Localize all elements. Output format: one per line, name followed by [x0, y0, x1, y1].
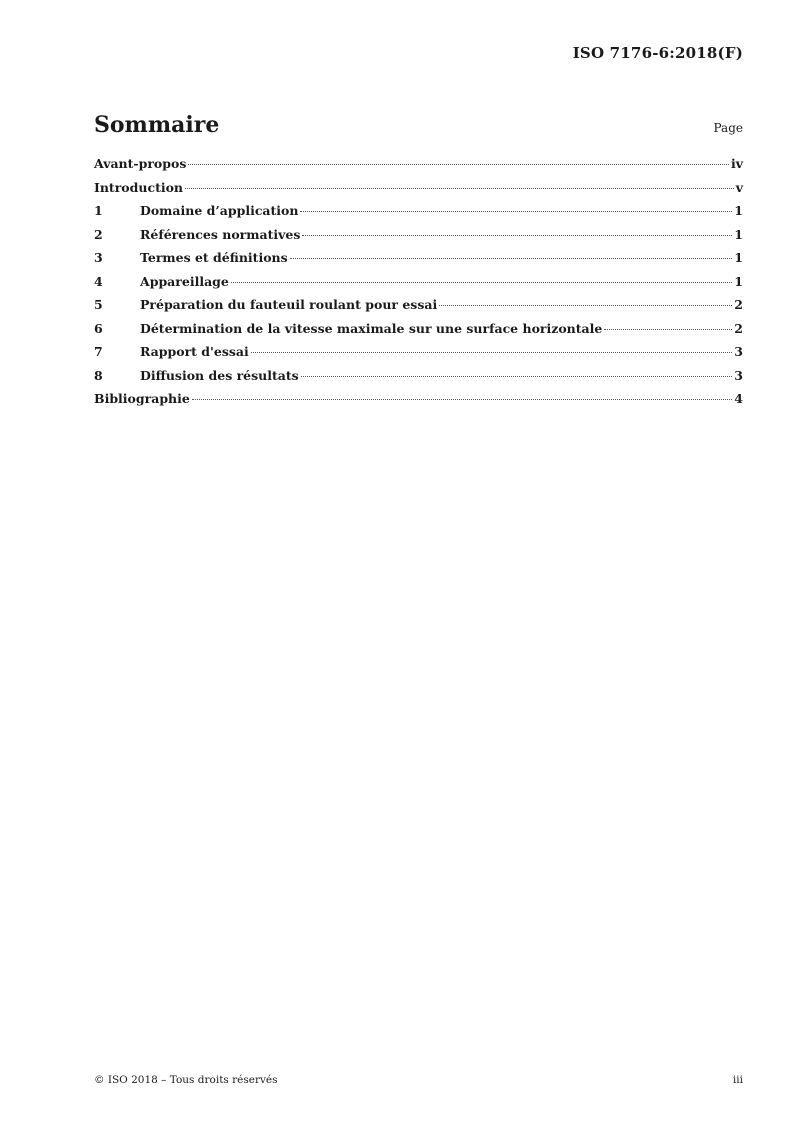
- toc-entry-page: 3: [734, 367, 743, 383]
- toc-entry-label: Préparation du fauteuil roulant pour essai: [140, 297, 438, 312]
- toc-entry-number: 4: [94, 273, 103, 289]
- toc-entry-number: 8: [94, 367, 103, 383]
- toc-entry-page: iv: [730, 156, 743, 171]
- toc-entry-label: Diffusion des résultats: [140, 367, 299, 383]
- toc-entry-number: 1: [94, 203, 103, 218]
- toc-dot-leader: [188, 164, 729, 165]
- toc-dot-leader: [300, 211, 732, 212]
- toc-entry-number: 6: [94, 320, 103, 336]
- toc-entry-number: 3: [94, 250, 103, 265]
- toc-dot-leader: [439, 305, 732, 306]
- toc-dot-leader: [185, 188, 734, 189]
- toc-entry[interactable]: [94, 297, 743, 321]
- document-reference: ISO 7176-6:2018(F): [572, 44, 743, 62]
- toc-entry-page: 1: [734, 203, 743, 218]
- page-footer: [94, 1074, 743, 1086]
- toc-entry-number: 2: [94, 226, 103, 242]
- toc-entry[interactable]: [94, 321, 743, 345]
- toc-title-row: [94, 112, 743, 138]
- toc-entry-label: Rapport d'essai: [140, 344, 249, 359]
- toc-dot-leader: [301, 376, 733, 377]
- toc-entry-label: Bibliographie: [94, 391, 190, 406]
- page-column-label: Page: [713, 121, 743, 135]
- table-of-contents: [94, 156, 743, 415]
- toc-entry-label: Appareillage: [140, 273, 229, 289]
- toc-dot-leader: [251, 352, 733, 353]
- toc-entry[interactable]: [94, 344, 743, 368]
- toc-entry[interactable]: [94, 391, 743, 415]
- toc-entry-page: 2: [734, 297, 743, 312]
- toc-entry-label: Détermination de la vitesse maximale sur une surface horizontale: [140, 320, 603, 336]
- toc-entry-page: 1: [734, 273, 743, 289]
- toc-entry[interactable]: [94, 250, 743, 274]
- toc-entry-number: 7: [94, 344, 103, 359]
- toc-dot-leader: [604, 329, 732, 330]
- toc-title: Sommaire: [94, 112, 220, 138]
- toc-entry[interactable]: [94, 203, 743, 227]
- toc-entry[interactable]: [94, 180, 743, 204]
- toc-dot-leader: [302, 235, 732, 236]
- toc-entry-label: Introduction: [94, 179, 184, 195]
- toc-entry-page: 3: [734, 344, 743, 359]
- toc-entry-page: v: [735, 179, 743, 195]
- toc-dot-leader: [231, 282, 732, 283]
- toc-entry-label: Domaine d’application: [140, 203, 299, 218]
- toc-entry-page: 1: [734, 226, 743, 242]
- copyright-notice: © ISO 2018 – Tous droits réservés: [94, 1074, 278, 1086]
- toc-entry-page: 2: [734, 320, 743, 336]
- toc-entry[interactable]: [94, 227, 743, 251]
- toc-entry-page: 4: [734, 391, 743, 406]
- toc-entry-page: 1: [734, 250, 743, 265]
- toc-entry-label: Références normatives: [140, 226, 301, 242]
- toc-entry-number: 5: [94, 297, 103, 312]
- toc-entry[interactable]: [94, 274, 743, 298]
- footer-page-number: iii: [732, 1074, 743, 1086]
- toc-dot-leader: [290, 258, 733, 259]
- toc-entry[interactable]: [94, 156, 743, 180]
- toc-entry[interactable]: [94, 368, 743, 392]
- toc-entry-label: Avant-propos: [94, 156, 187, 171]
- toc-entry-label: Termes et définitions: [140, 250, 288, 265]
- toc-dot-leader: [192, 399, 732, 400]
